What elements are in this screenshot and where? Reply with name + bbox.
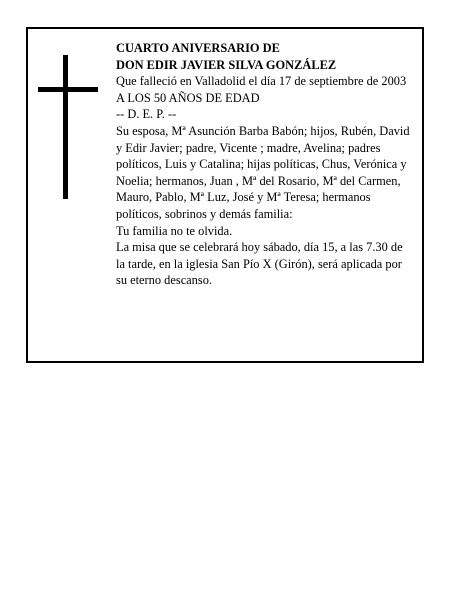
- heading-line-1: CUARTO ANIVERSARIO DE: [116, 41, 280, 55]
- notice-text: [116, 40, 412, 289]
- deceased-name: DON EDIR JAVIER SILVA GONZÁLEZ: [116, 57, 337, 72]
- latin-cross-icon: [38, 55, 98, 199]
- rip-line: -- D. E. P. --: [116, 107, 177, 122]
- age-at-death: A LOS 50 AÑOS DE EDAD: [116, 90, 260, 105]
- obituary-notice: [26, 27, 424, 363]
- remembrance-line: Tu familia no te olvida.: [116, 223, 233, 238]
- mass-info: La misa que se celebrará hoy sábado, día 15, a las 7.30 de la tarde, en la iglesia San Pío X (Girón), será aplicada por su eterno descanso.: [116, 240, 403, 288]
- death-info: Que falleció en Valladolid el día 17 de septiembre de 2003: [116, 74, 407, 89]
- family-list: Su esposa, Mª Asunción Barba Babón; hijos, Rubén, David y Edir Javier; padre, Vicente ; madre, Avelina; padres políticos, Luis y Catalina; hijas políticas, Chus, Verónica y Noelia; hermanos, Juan , Mª del Rosario, Mª del Carmen, Mauro, Pablo, Mª Luz, José y Mª Teresa; hermanos políticos, sobrinos y demás familia:: [116, 123, 410, 221]
- cross-horizontal-bar: [38, 87, 98, 92]
- cross-vertical-bar: [63, 55, 68, 199]
